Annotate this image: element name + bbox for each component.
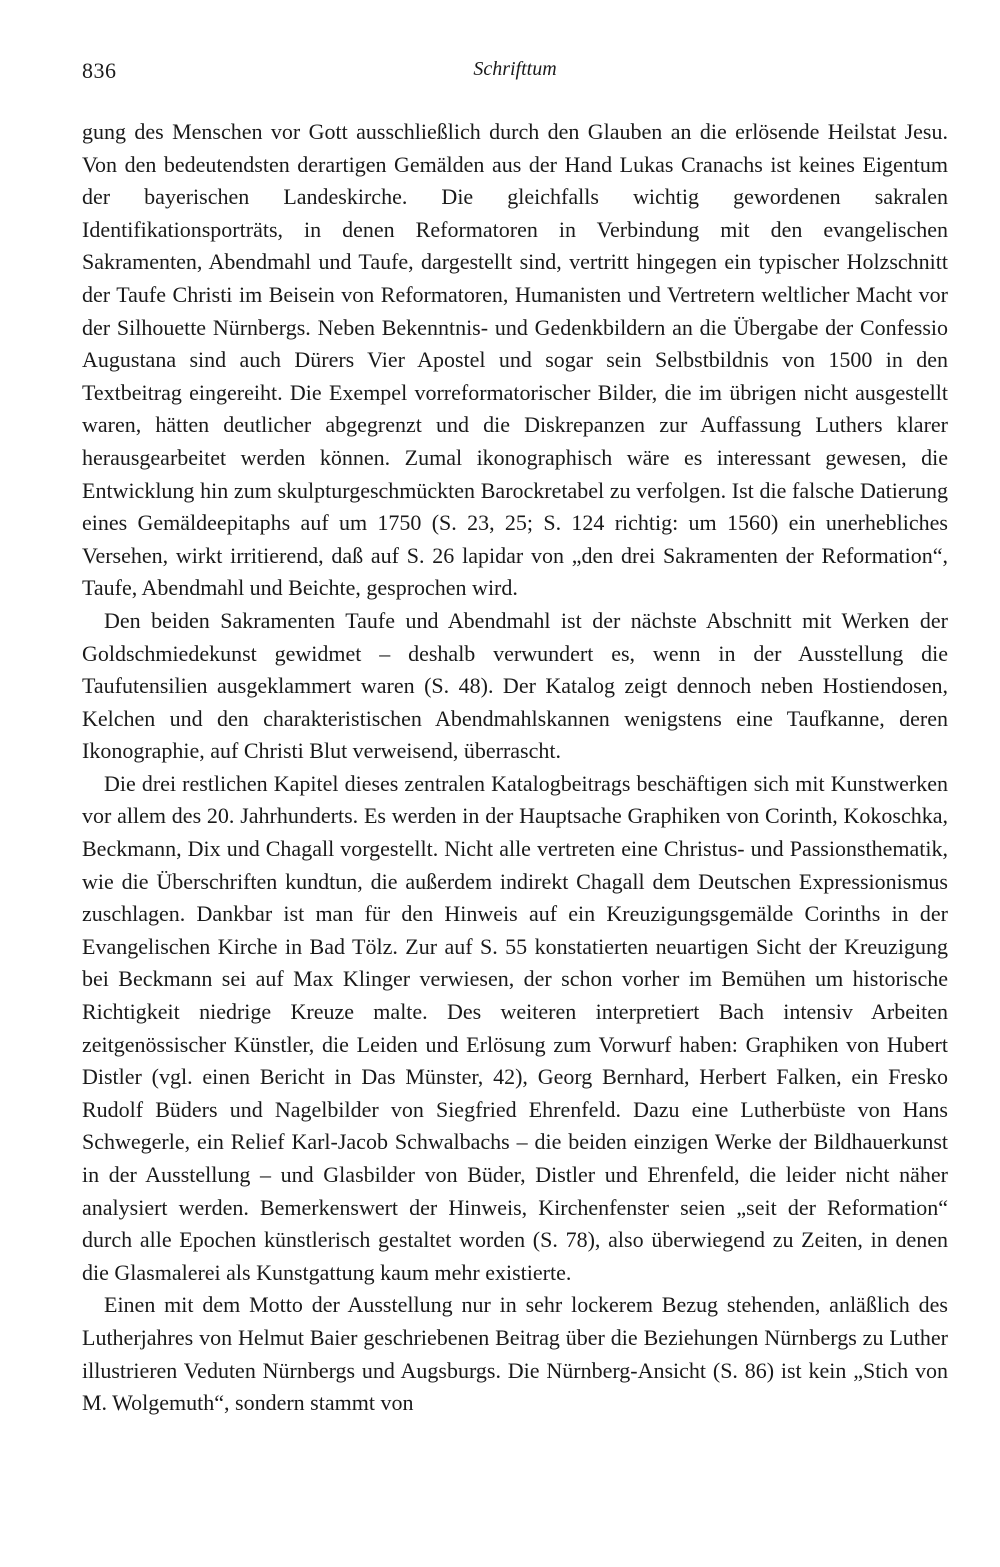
paragraph: Einen mit dem Motto der Ausstellung nur in sehr lockerem Bezug stehenden, anläßlich des Lutherjahres von Helmut Baier geschriebenen Beitrag über die Beziehungen Nürnbergs zu Luther illustrieren Veduten Nürnbergs und Augsburgs. Die Nürnberg-Ansicht (S. 86) ist kein „Stich von M. Wolgemuth“, sondern stammt von xyxy=(82,1292,948,1416)
page-number: 836 xyxy=(82,58,117,83)
body-text xyxy=(82,116,948,1420)
running-title: Schrifttum xyxy=(473,58,557,80)
page-header xyxy=(82,58,948,92)
paragraph: Die drei restlichen Kapitel dieses zentralen Katalogbeitrags beschäftigen sich mit Kunstwerken vor allem des 20. Jahrhunderts. Es werden in der Hauptsache Graphiken von Corinth, Kokoschka, Beckmann, Dix und Chagall vorgestellt. Nicht alle vertreten eine Christus- und Passionsthematik, wie die Überschriften kundtun, die außerdem indirekt Chagall dem Deutschen Expressionismus zuschlagen. Dankbar ist man für den Hinweis auf ein Kreuzigungsgemälde Corinths in der Evangelischen Kirche in Bad Tölz. Zur auf S. 55 konstatierten neuartigen Sicht der Kreuzigung bei Beckmann sei auf Max Klinger verwiesen, der schon vorher im Bemühen um historische Richtigkeit niedrige Kreuze malte. Des weiteren interpretiert Bach intensiv Arbeiten zeitgenössischer Künstler, die Leiden und Erlösung zum Vorwurf haben: Graphiken von Hubert Distler (vgl. einen Bericht in Das Münster, 42), Georg Bernhard, Herbert Falken, ein Fresko Rudolf Büders und Nagelbilder von Siegfried Ehrenfeld. Dazu eine Lutherbüste von Hans Schwegerle, ein Relief Karl-Jacob Schwalbachs – die beiden einzigen Werke der Bildhauerkunst in der Ausstellung – und Glasbilder von Büder, Distler und Ehrenfeld, die leider nicht näher analysiert werden. Bemerkenswert der Hinweis, Kirchenfenster seien „seit der Reformation“ durch alle Epochen künstlerisch gestaltet worden (S. 78), also überwiegend zu Zeiten, in denen die Glasmalerei als Kunstgattung kaum mehr existierte. xyxy=(82,770,948,1285)
paragraph: gung des Menschen vor Gott ausschließlich durch den Glauben an die erlösende Heilstat Jesu. Von den bedeutendsten derartigen Gemälden aus der Hand Lukas Cranachs ist keines Eigentum der bayerischen Landeskirche. Die gleichfalls wichtig gewordenen sakralen Identifikationsporträts, in denen Reformatoren in Verbindung mit den evangelischen Sakramenten, Abendmahl und Taufe, dargestellt sind, vertritt hingegen ein typischer Holzschnitt der Taufe Christi im Beisein von Reformatoren, Humanisten und Vertretern weltlicher Macht vor der Silhouette Nürnbergs. Neben Bekenntnis- und Gedenkbildern an die Übergabe der Confessio Augustana sind auch Dürers Vier Apostel und sogar sein Selbstbildnis von 1500 in den Textbeitrag eingereiht. Die Exempel vorreformatorischer Bilder, die im übrigen nicht ausgestellt waren, hätten deutlicher abgegrenzt und die Diskrepanzen zur Auffassung Luthers klarer herausgearbeitet werden können. Zumal ikonographisch wäre es interessant gewesen, die Entwicklung hin zum skulpturgeschmückten Barockretabel zu verfolgen. Ist die falsche Datierung eines Gemäldeepitaphs auf um 1750 (S. 23, 25; S. 124 richtig: um 1560) ein unerhebliches Versehen, wirkt irritierend, daß auf S. 26 lapidar von „den drei Sakramenten der Reformation“, Taufe, Abendmahl und Beichte, gesprochen wird. xyxy=(82,119,948,601)
paragraph: Den beiden Sakramenten Taufe und Abendmahl ist der nächste Abschnitt mit Werken der Goldschmiedekunst gewidmet – deshalb verwundert es, wenn in der Ausstellung die Taufutensilien ausgeklammert waren (S. 48). Der Katalog zeigt dennoch neben Hostiendosen, Kelchen und den charakteristischen Abendmahlskannen wenigstens eine Taufkanne, deren Ikonographie, auf Christi Blut verweisend, überrascht. xyxy=(82,607,948,764)
